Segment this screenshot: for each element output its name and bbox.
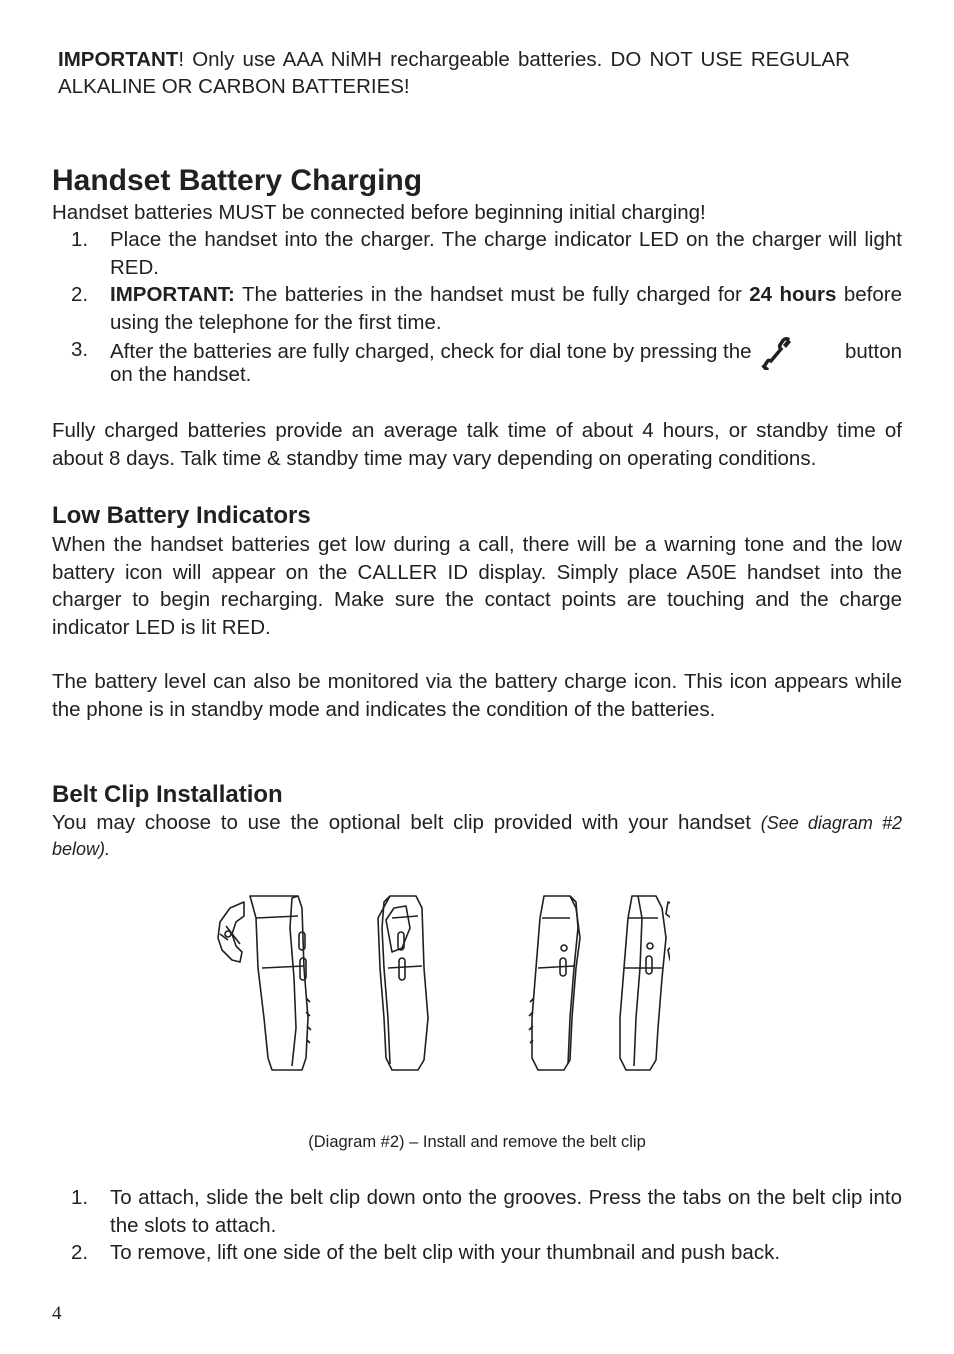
handset-with-clip-detached-right [620,896,670,1070]
list-item [52,226,902,281]
heading-battery-charging: Handset Battery Charging [52,164,423,197]
list-number: 2. [71,1241,89,1264]
handset-with-clip-attached-left [378,896,428,1070]
step-text: Place the handset into the charger. The charge indicator LED on the charger will light RED. [110,228,902,279]
handset-with-clip-detached-left [218,896,311,1070]
belt-clip-steps [52,1184,902,1267]
page-number: 4 [52,1303,62,1324]
list-item [52,1184,902,1239]
diagram-caption: (Diagram #2) – Install and remove the belt clip [308,1133,646,1151]
diagram-reference: (See diagram #2 below). [52,813,902,859]
list-number: 1. [71,228,89,251]
list-number: 1. [71,1186,89,1209]
charging-intro: Handset batteries MUST be connected before beginning initial charging! [52,201,706,224]
low-battery-paragraph-1: When the handset batteries get low during a call, there will be a warning tone and the low battery icon will appear on the CALLER ID display. Simply place A50E handset into the charger to begin recharging. Make sure the contact points are touching and the charge indicator LED is lit RED. [52,533,902,639]
step-text: The batteries in the handset must be fully charged for [234,283,750,306]
list-item [52,281,902,336]
list-number: 2. [71,283,89,306]
talk-time-paragraph: Fully charged batteries provide an average talk time of about 4 hours, or standby time of about 8 days. Talk time & standby time may vary depending on operating conditions. [52,419,902,470]
step-text: To remove, lift one side of the belt clip with your thumbnail and push back. [110,1241,781,1264]
charge-duration: 24 hours [749,283,837,306]
important-text: ! Only use AAA NiMH rechargeable batteries. DO NOT USE REGULAR ALKALINE OR CARBON BATTERIES! [58,48,850,98]
charging-steps [52,226,902,370]
belt-clip-intro [52,810,902,862]
step-text-continued: on the handset. [110,363,252,386]
list-item [52,1239,902,1267]
belt-clip-intro-text: You may choose to use the optional belt clip provided with your handset [52,811,761,834]
step-text: To attach, slide the belt clip down onto the grooves. Press the tabs on the belt clip into the slots to attach. [110,1186,902,1237]
heading-low-battery: Low Battery Indicators [52,502,311,529]
important-note [58,46,850,100]
belt-clip-diagram [180,888,670,1078]
step-text: before using the telephone for the first time. [110,283,903,334]
step-text: After the batteries are fully charged, check for dial tone by pressing the [110,340,752,363]
list-number: 3. [71,338,89,361]
step-text-end: button [845,340,902,363]
heading-belt-clip: Belt Clip Installation [52,781,283,808]
step-important-label: IMPORTANT: [110,283,235,306]
low-battery-paragraph-2: The battery level can also be monitored via the battery charge icon. This icon appears while the phone is in standby mode and indicates the condition of the batteries. [52,670,902,721]
important-label: IMPORTANT [58,48,179,71]
handset-with-clip-attached-right [529,896,580,1070]
